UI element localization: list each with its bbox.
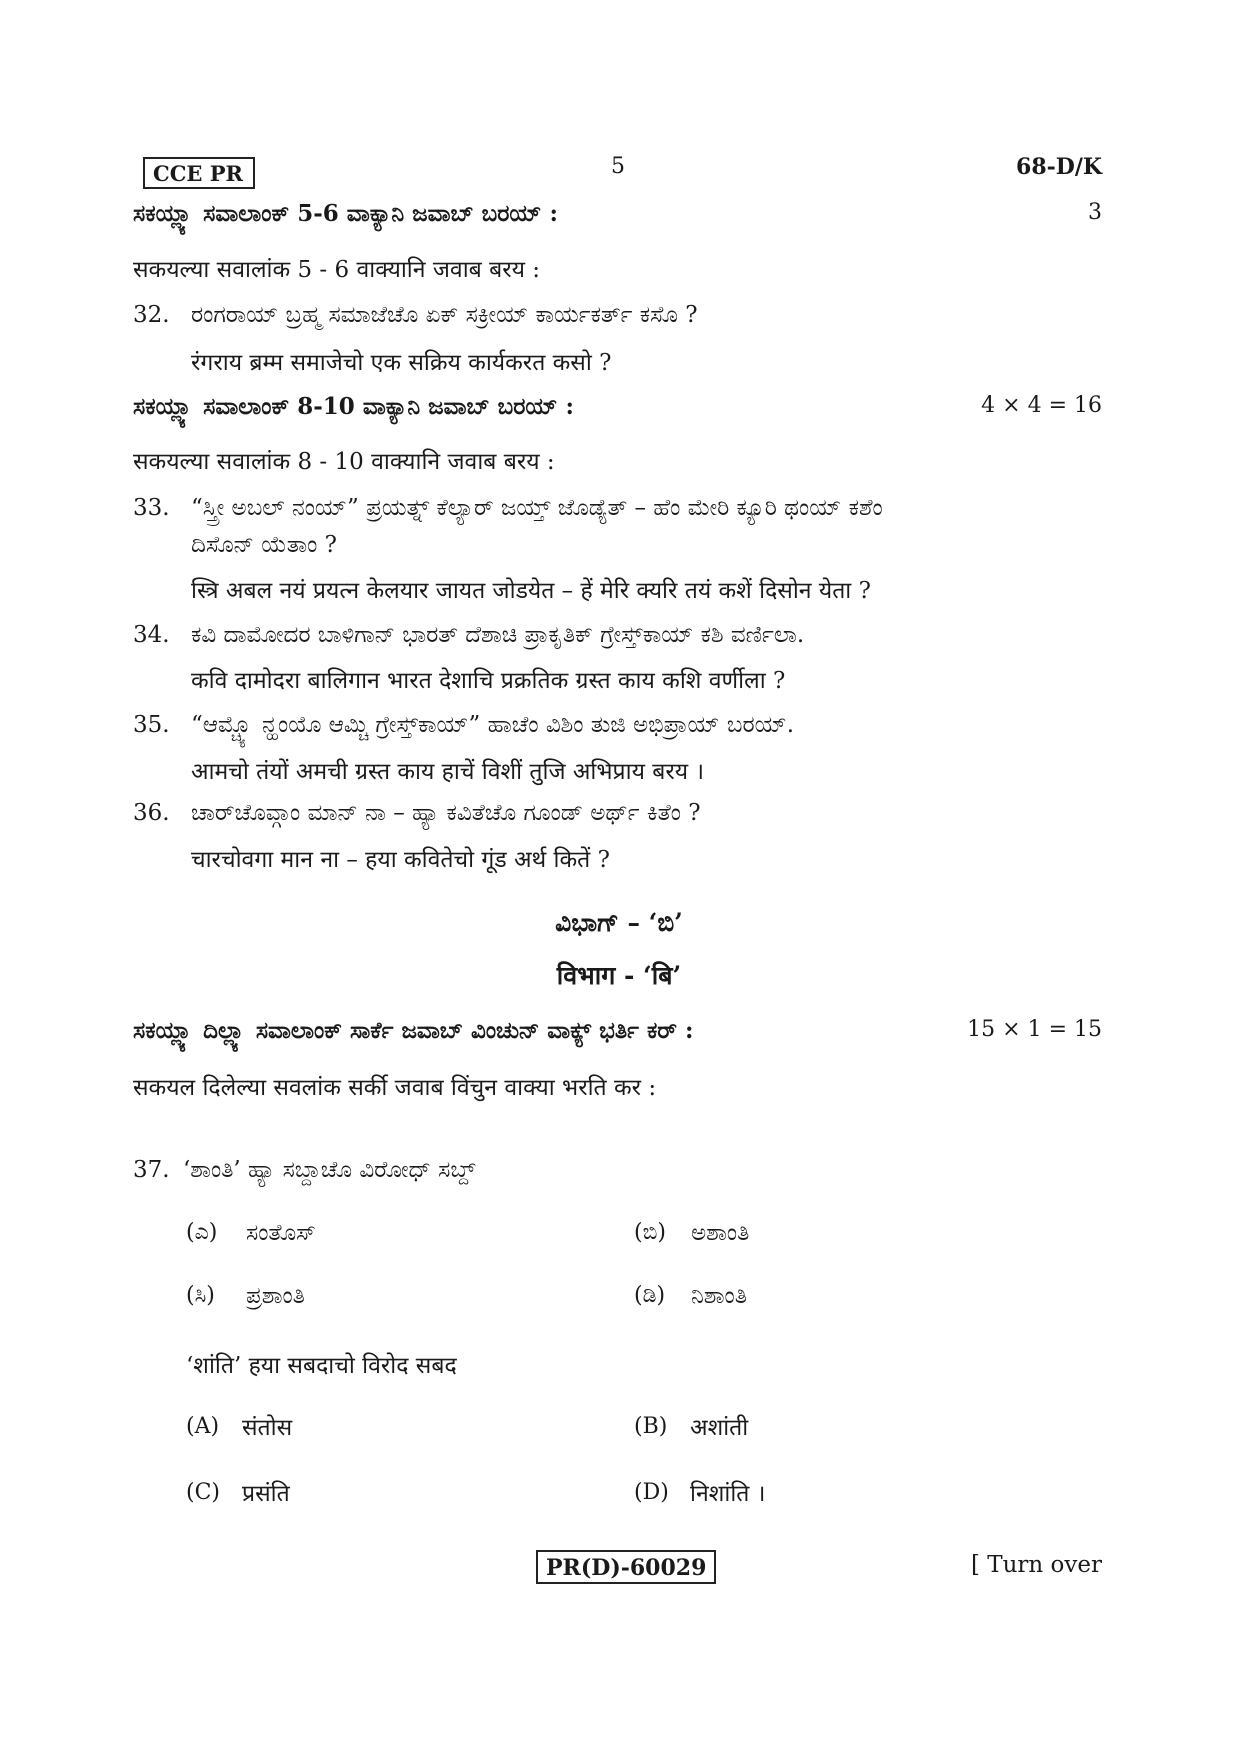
question-32-kannada: ರಂಗರಾಯ್ ಬ್ರಹ್ಮ ಸಮಾಜೆಚೊ ಏಕ್ ಸಕ್ರೀಯ್ ಕಾರ್ಯಕರ್ತ್ ಕಸೊ ?: [191, 302, 698, 328]
question-number-32: 32.: [133, 302, 170, 328]
instruction-devanagari-section-b: सकयल दिलेल्या सवलांक सर्की जवाब विंचुन वाक्या भरति कर :: [133, 1075, 657, 1101]
footer-paper-code: PR(D)-60029: [536, 1550, 716, 1584]
question-33-devanagari: स्त्रि अबल नयं प्रयत्न केलयार जायत जोडयेत – हें मेरि क्यरि तयं कशें दिसोन येता ?: [191, 578, 871, 604]
option-text-kannada-c: ಪ್ರಶಾಂತಿ: [246, 1283, 305, 1309]
option-label-devanagari-a: (A): [186, 1414, 220, 1439]
instruction-kannada-5-6: ಸಕಯ್ಲ್ಯಾ ಸವಾಲಾಂಕ್ 5-6 ವಾಕ್ಯಾನಿ ಜವಾಬ್ ಬರಯ್ :: [133, 200, 558, 227]
question-34-kannada: ಕವಿ ದಾಮೋದರ ಬಾಳಿಗಾನ್ ಭಾರತ್ ದೆಶಾಚಿ ಪ್ರಾಕೃತಿಕ್ ಗ್ರೇಸ್ತ್‌ಕಾಯ್ ಕಶಿ ವರ್ಣಿಲಾ.: [191, 622, 805, 648]
page-number: 5: [611, 154, 625, 179]
question-number-37: 37.: [133, 1157, 170, 1183]
question-35-kannada: “ಆಮ್ಚ್ಯೊ ನ್ಹಂಯೊ ಆಮ್ಚಿ ಗ್ರೇಸ್ತ್‌ಕಾಯ್” ಹಾಚೆಂ ವಿಶಿಂ ತುಜಿ ಅಭಿಪ್ರಾಯ್ ಬರಯ್.: [191, 712, 795, 738]
instruction-kannada-section-b: ಸಕಯ್ಲ್ಯಾ ದಿಲ್ಲ್ಯಾ ಸವಾಲಾಂಕ್ ಸಾರ್ಕೆ ಜವಾಬ್ ವಿಂಚುನ್ ವಾಕ್ಯ್ ಭರ್ತಿ ಕರ್ :: [133, 1017, 694, 1044]
option-label-devanagari-c: (C): [186, 1480, 220, 1505]
option-text-devanagari-c: प्रसंति: [242, 1481, 290, 1507]
question-number-36: 36.: [133, 800, 170, 826]
header-box-cce-pr: CCE PR: [143, 157, 255, 189]
section-b-title-devanagari: विभाग - ‘बि’: [556, 961, 682, 990]
option-text-devanagari-a: संतोस: [242, 1415, 293, 1441]
question-33-kannada-line1: “ಸ್ತ್ರೀ ಅಬಲ್ ನಂಯ್” ಪ್ರಯತ್ನ್ ಕೆಲ್ಯಾರ್ ಜಯ್ತ್ ಜೊಡ್ಯೆತ್ – ಹೆಂ ಮೇರಿ ಕ್ಯೂರಿ ಥಂಯ್ ಕಶೆಂ: [191, 495, 883, 521]
paper-code: 68-D/K: [1016, 154, 1102, 180]
section-b-title-kannada: ವಿಭಾಗ್ – ‘ಬಿ’: [555, 908, 683, 937]
instruction-devanagari-8-10: सकयल्या सवालांक 8 - 10 वाक्यानि जवाब बरय :: [133, 449, 555, 475]
option-label-kannada-d: (ಡಿ): [634, 1283, 666, 1308]
question-36-kannada: ಚಾರ್‌ಚೊವ್ಗಾಂ ಮಾನ್ ನಾ – ಹ್ಯಾ ಕವಿತೆಚೊ ಗೂಂಡ್ ಅರ್ಥ್ ಕಿತೆಂ ?: [191, 800, 701, 826]
marks-15x1: 15 × 1 = 15: [967, 1017, 1102, 1042]
option-label-devanagari-b: (B): [634, 1414, 668, 1439]
option-label-kannada-b: (ಬಿ): [634, 1220, 666, 1245]
marks-3: 3: [1088, 200, 1102, 225]
question-32-devanagari: रंगराय ब्रम्म समाजेचो एक सक्रिय कार्यकरत कसो ?: [191, 350, 612, 376]
marks-4x4: 4 × 4 = 16: [981, 393, 1102, 418]
question-34-devanagari: कवि दामोदरा बालिगान भारत देशाचि प्रक्रतिक ग्रस्त काय कशि वर्णीला ?: [191, 668, 786, 694]
question-number-33: 33.: [133, 495, 170, 521]
option-text-kannada-b: ಅಶಾಂತಿ: [691, 1220, 750, 1246]
option-text-devanagari-b: अशांती: [690, 1415, 749, 1441]
question-35-devanagari: आमचो तंयों अमची ग्रस्त काय हाचें विशीं तुजि अभिप्राय बरय ।: [191, 759, 705, 785]
question-37-stem-devanagari: ‘शांति’ हया सबदाचो विरोद सबद: [186, 1353, 457, 1379]
question-number-35: 35.: [133, 712, 170, 738]
option-text-kannada-d: ನಿಶಾಂತಿ: [691, 1283, 747, 1309]
question-37-stem-kannada: ‘ಶಾಂತಿ’ ಹ್ಯಾ ಸಬ್ದಾಚೊ ವಿರೋಧ್ ಸಬ್ದ್: [183, 1157, 476, 1183]
instruction-kannada-8-10: ಸಕಯ್ಲ್ಯಾ ಸವಾಲಾಂಕ್ 8-10 ವಾಕ್ಯಾನಿ ಜವಾಬ್ ಬರಯ್ :: [133, 393, 574, 420]
turn-over-note: [ Turn over: [970, 1552, 1102, 1578]
question-36-devanagari: चारचोवगा मान ना – हया कवितेचो गूंड अर्थ कितें ?: [191, 847, 610, 873]
option-label-devanagari-d: (D): [634, 1480, 669, 1505]
question-number-34: 34.: [133, 622, 170, 648]
instruction-devanagari-5-6: सकयल्या सवालांक 5 - 6 वाक्यानि जवाब बरय :: [133, 257, 541, 283]
option-label-kannada-a: (ಎ): [186, 1220, 218, 1245]
option-label-kannada-c: (ಸಿ): [186, 1283, 215, 1308]
option-text-kannada-a: ಸಂತೊಸ್: [246, 1220, 316, 1246]
option-text-devanagari-d: निशांति ।: [690, 1481, 766, 1507]
question-33-kannada-line2: ದಿಸೊನ್ ಯೆತಾಂ ?: [191, 532, 337, 558]
